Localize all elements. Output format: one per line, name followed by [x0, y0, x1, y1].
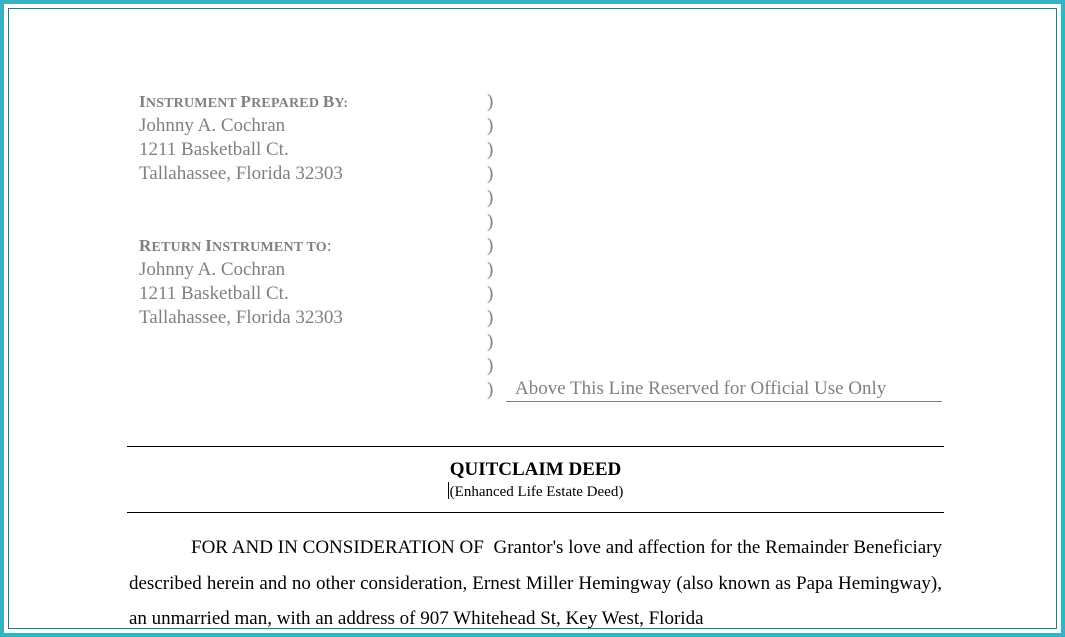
paren: ): [487, 379, 494, 400]
paren: ): [487, 259, 494, 280]
prepared-by-city: Tallahassee, Florida 32303: [139, 163, 343, 184]
text-cursor: [448, 482, 449, 499]
return-to-street: 1211 Basketball Ct.: [139, 283, 289, 304]
blank-line: [139, 210, 348, 234]
paren: ): [487, 331, 494, 352]
paren: ): [487, 91, 494, 112]
deed-subtitle-text: (Enhanced Life Estate Deed): [449, 484, 624, 500]
paren: ): [487, 355, 494, 376]
deed-title: QUITCLAIM DEED: [449, 459, 622, 480]
consideration-paragraph: FOR AND IN CONSIDERATION OF Grantor's love and affection for the Remainder Beneficiary described herein and no other consideration, Ernest Miller Hemingway (also known as Papa Hemingway), an unmarried man, with an address of 907 Whitehead St, Key West, Florida: [129, 537, 947, 629]
return-to-city: Tallahassee, Florida 32303: [139, 307, 343, 328]
paren: ): [487, 139, 494, 160]
paren: ): [487, 187, 494, 208]
address-block: [139, 90, 348, 330]
official-use-line: Above This Line Reserved for Official Use Only: [506, 377, 942, 402]
blank-line: [139, 186, 348, 210]
paren-column: [487, 90, 493, 402]
title-top-rule: [127, 446, 944, 447]
paren: ): [487, 307, 494, 328]
title-bottom-rule: [127, 512, 944, 513]
paren: ): [487, 235, 494, 256]
prepared-by-heading: INSTRUMENT PREPARED BY:: [139, 92, 349, 111]
return-to-name: Johnny A. Cochran: [139, 259, 286, 280]
return-to-heading: RETURN INSTRUMENT TO:: [139, 236, 332, 255]
prepared-by-street: 1211 Basketball Ct.: [139, 139, 289, 160]
prepared-by-name: Johnny A. Cochran: [139, 115, 286, 136]
deed-subtitle: [127, 482, 944, 502]
paren: ): [487, 211, 494, 232]
paren: ): [487, 163, 494, 184]
paren: ): [487, 283, 494, 304]
paren: ): [487, 115, 494, 136]
